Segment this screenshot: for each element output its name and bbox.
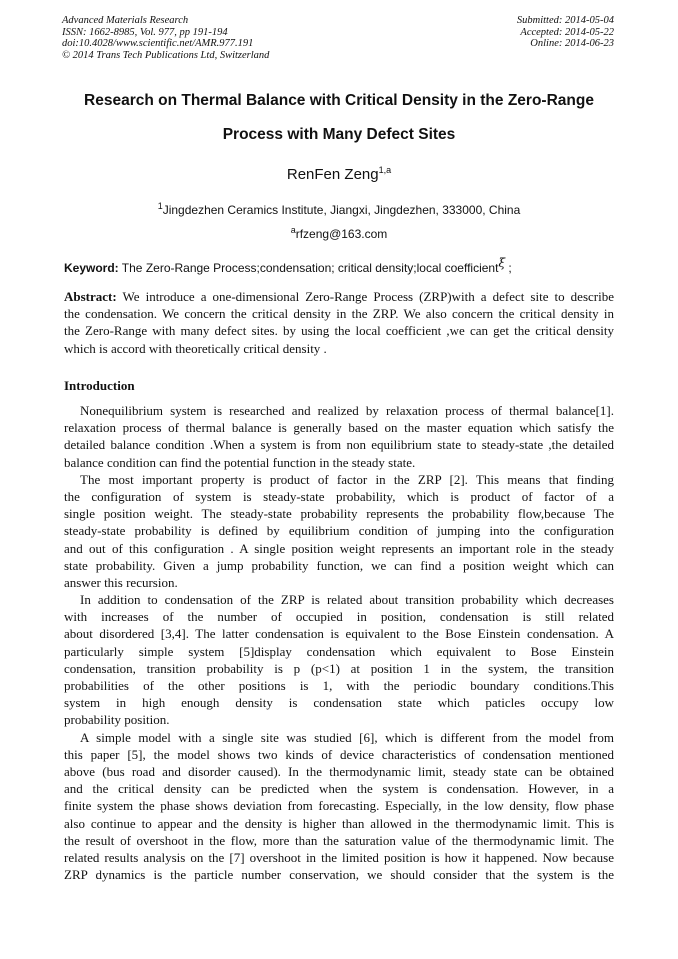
- body-line: probabilities of the other positions is 1, with the periodic boundary conditions.This: [64, 678, 614, 693]
- body-line: balance condition can find the potential function in the steady state.: [64, 454, 416, 470]
- journal-issn: ISSN: 1662-8985, Vol. 977, pp 191-194: [62, 26, 228, 38]
- body-line: answer this recursion.: [64, 574, 178, 590]
- online-date: Online: 2014-06-23: [530, 38, 614, 49]
- keywords-label: Keyword:: [64, 261, 119, 275]
- abstract: [64, 288, 614, 357]
- author-superscript: 1,a: [378, 165, 392, 175]
- journal-copyright: © 2014 Trans Tech Publications Ltd, Switzerland: [62, 49, 270, 61]
- keywords: [64, 256, 624, 275]
- submission-dates: [517, 15, 614, 50]
- author-email: [0, 227, 678, 241]
- body-line: and the critical density can be predicted when the system is condensation. However, in a: [64, 781, 614, 797]
- body-line: A simple model with a single site was studied [6], which is different from the model from: [80, 729, 614, 745]
- body-line: steady-state probability is defined by equilibrium condition of jumping into the configuration: [64, 523, 614, 539]
- email-text: rfzeng@163.com: [295, 227, 388, 241]
- body-line: detailed balance condition .When a system is from non equilibrium state to steady-state ,the detailed: [64, 437, 614, 453]
- body-line: single position weight. The steady-state probability represents the probability flow,because The: [64, 506, 614, 522]
- abstract-line: the condensation. We concern the critical density in the ZRP. We also concern the critical density in: [64, 306, 614, 322]
- body-line: Nonequilibrium system is researched and realized by relaxation process of thermal balance[1].: [80, 403, 614, 418]
- author: [0, 166, 678, 183]
- affiliation-text: Jingdezhen Ceramics Institute, Jiangxi, Jingdezhen, 333000, China: [162, 203, 521, 217]
- abstract-line: [64, 288, 614, 305]
- submitted-date: Submitted: 2014-05-04: [516, 15, 614, 26]
- body-line: relaxation process of thermal balance is generally based on the master equation which satisfy the: [64, 420, 614, 436]
- body-line: ZRP dynamics is the particle number conservation, we should consider that the system is the: [64, 867, 614, 883]
- body-line: finite system the phase shows deviation from forecasting. Especially, in the low density, flow phase: [64, 798, 614, 814]
- body-line: the configuration of system is steady-state probability, which is product of factor of a: [64, 488, 614, 504]
- paper-title: [40, 84, 638, 152]
- abstract-line-text: We introduce a one-dimensional Zero-Range Process (ZRP)with a defect site to describe: [116, 289, 614, 304]
- affiliation-superscript: 1: [157, 201, 163, 211]
- email-superscript: a: [290, 225, 296, 235]
- journal-name: Advanced Materials Research: [62, 15, 189, 26]
- keywords-text: The Zero-Range Process;condensation; critical density;local coefficient: [118, 261, 499, 275]
- body-line: In addition to condensation of the ZRP is related about transition probability which decreases: [80, 592, 614, 608]
- journal-info: [62, 15, 269, 61]
- body-line: with increases of the number of occupied in position, condensation is still related: [64, 609, 614, 625]
- accepted-date: Accepted: 2014-05-22: [520, 26, 614, 38]
- journal-doi: doi:10.4028/www.scientific.net/AMR.977.191: [62, 38, 254, 49]
- xi-symbol: ξ: [498, 256, 506, 270]
- body-line: this paper [5], the model shows two kinds of device characteristics of condensation mentioned: [64, 746, 614, 762]
- body-line: state probability. Given a jump probability function, we can find a position weight which can: [64, 557, 614, 573]
- title-line-1: Research on Thermal Balance with Critical Density in the Zero-Range: [84, 92, 594, 109]
- author-name: RenFen Zeng: [286, 166, 379, 183]
- body-line: The most important property is product of factor in the ZRP [2]. This means that finding: [80, 471, 614, 487]
- body-line: and out of this configuration . A single position weight represents an important role in the steady: [64, 540, 614, 556]
- section-heading-introduction: Introduction: [64, 378, 135, 393]
- title-line-2: Process with Many Defect Sites: [222, 126, 456, 143]
- affiliation: [0, 203, 678, 217]
- introduction-body: [64, 402, 614, 883]
- keywords-tail: ;: [505, 261, 512, 275]
- body-line: also continue to appear and the density is higher than allowed in the thermodynamic limit. This is: [64, 815, 614, 831]
- body-line: the result of overshoot in the flow, more than the saturation value of the thermodynamic limit. The: [64, 832, 614, 848]
- body-line: above (bus road and disorder caused). In the thermodynamic limit, steady state can be obtained: [64, 763, 614, 779]
- abstract-line: which is accord with theoretically critical density .: [64, 340, 327, 356]
- abstract-label: Abstract:: [64, 289, 117, 304]
- body-line: condensation, transition probability is p (p<1) at position 1 in the system, the transition: [64, 660, 614, 676]
- body-line: particularly simple system [5]display condensation which equivalent to Bose Einstein: [64, 643, 614, 659]
- body-line: system in high enough density is condensation state which paticles occupy low: [64, 695, 614, 711]
- body-line: about disordered [3,4]. The latter condensation is equivalent to the Bose Einstein condensation. A: [64, 626, 614, 642]
- body-line: related results analysis on the [7] overshoot in the limited position is how it happened. Now because: [64, 849, 614, 865]
- body-line: probability position.: [64, 712, 170, 728]
- abstract-line: the Zero-Range with many defect sites. by using the local coefficient ,we can get the critical density: [64, 323, 614, 339]
